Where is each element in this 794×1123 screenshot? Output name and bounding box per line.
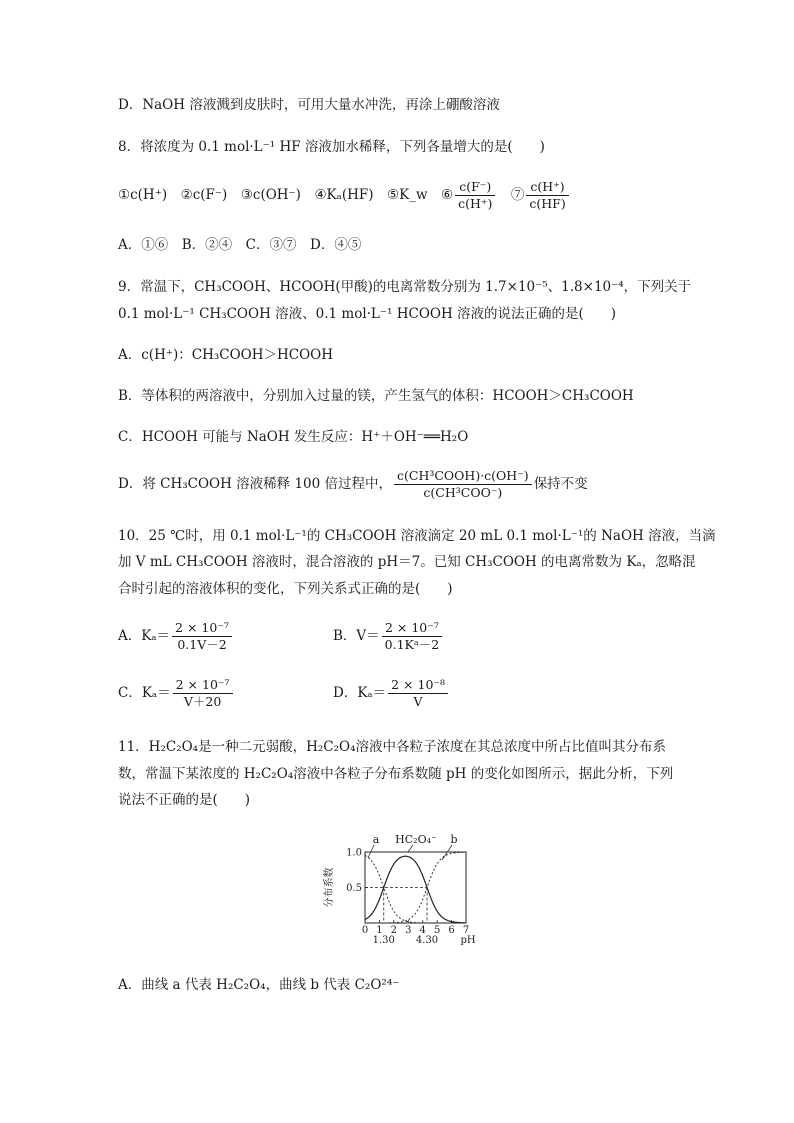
question-9-option-d-prefix: D．将 CH₃COOH 溶液稀释 100 倍过程中， — [118, 476, 393, 492]
curve-label-a: a — [372, 833, 380, 846]
question-10-option-d — [333, 677, 450, 710]
question-8-stem: 8．将浓度为 0.1 mol·L⁻¹ HF 溶液加水稀释，下列各量增大的是( ) — [118, 139, 545, 155]
fraction — [172, 620, 232, 653]
fraction-denominator: V＋20 — [183, 694, 222, 709]
x-axis-label: pH — [460, 935, 476, 946]
fraction — [388, 677, 448, 710]
question-11-stem-line1: 11．H₂C₂O₄是一种二元弱酸，H₂C₂O₄溶液中各粒子浓度在其总浓度中所占比值叫其分布系 — [118, 739, 666, 755]
fraction-denominator: V — [413, 694, 423, 709]
curve-label-b: b — [450, 833, 458, 846]
option-label: A．Kₐ＝ — [118, 628, 171, 644]
x-tick-label: 5 — [433, 925, 441, 936]
fraction-numerator: c(H⁺) — [526, 179, 568, 196]
question-11-stem-line2: 数，常温下某浓度的 H₂C₂O₄溶液中各粒子分布系数随 pH 的变化如图所示，据此分析，下列 — [118, 766, 674, 782]
x-tick-label: 0 — [361, 925, 369, 936]
fraction-f-over-h — [455, 179, 495, 212]
question-10-option-b — [333, 620, 444, 653]
fraction-numerator: 2 × 10⁻⁷ — [382, 620, 443, 637]
question-9-option-d-suffix: 保持不变 — [533, 476, 588, 492]
question-11-stem-line3: 说法不正确的是( ) — [118, 792, 251, 808]
fraction-denominator: c(HF) — [529, 196, 566, 211]
fraction-numerator: c(CH³COOH)·c(OH⁻) — [394, 468, 532, 485]
fraction-denominator: c(CH³COO⁻) — [423, 485, 503, 500]
fraction-h-over-hf — [526, 179, 568, 212]
fraction — [173, 677, 233, 710]
fraction — [382, 620, 443, 653]
question-10-option-c — [118, 677, 235, 710]
fraction-numerator: c(F⁻) — [455, 179, 495, 196]
question-10-option-a — [118, 620, 234, 653]
question-9-stem-line2: 0.1 mol·L⁻¹ CH₃COOH 溶液、0.1 mol·L⁻¹ HCOOH 溶液的说法正确的是( ) — [118, 306, 617, 322]
option-label: B．V＝ — [333, 628, 380, 644]
fraction-numerator: 2 × 10⁻⁸ — [388, 677, 448, 694]
pka-label: 1.30 — [372, 935, 395, 946]
y-axis-label: 分布系数 — [324, 867, 335, 908]
curve-hc2o4-leader — [408, 845, 413, 852]
x-tick-label: 3 — [405, 925, 412, 936]
question-8-item-7: ⑦ — [510, 187, 525, 203]
x-tick-label: 7 — [462, 925, 470, 936]
question-7-option-d: D．NaOH 溶液溅到皮肤时，可用大量水冲洗，再涂上硼酸溶液 — [118, 97, 500, 113]
fraction-denominator: 0.1V－2 — [177, 637, 227, 652]
question-11-option-a: A．曲线 a 代表 H₂C₂O₄，曲线 b 代表 C₂O²⁴⁻ — [118, 977, 400, 993]
question-8-options: A．①⑥ B．②④ C．③⑦ D．④⑤ — [118, 237, 362, 253]
x-tick-label: 4 — [419, 925, 426, 936]
fraction-numerator: 2 × 10⁻⁷ — [173, 677, 233, 694]
question-9-option-d — [118, 466, 588, 502]
distribution-coefficient-chart — [312, 828, 492, 953]
question-10-stem-line3: 合时引起的溶液体积的变化，下列关系式正确的是( ) — [118, 581, 453, 597]
option-label: C．Kₐ＝ — [118, 685, 171, 701]
pka-label: 4.30 — [415, 935, 439, 946]
option-label: D．Kₐ＝ — [333, 685, 387, 701]
question-8-items — [118, 178, 571, 212]
y-tick-label: 0.5 — [346, 883, 362, 894]
x-tick-label: 2 — [390, 925, 398, 936]
question-9-option-c: C．HCOOH 可能与 NaOH 发生反应：H⁺＋OH⁻══H₂O — [118, 429, 469, 445]
fraction-denominator: 0.1Kᵃ－2 — [384, 637, 440, 652]
y-tick-label: 1.0 — [346, 847, 362, 859]
fraction-denominator: c(H⁺) — [458, 196, 493, 211]
x-tick-label: 1 — [376, 925, 383, 936]
chart-plot-area — [322, 833, 476, 946]
x-tick-label: 6 — [448, 925, 455, 936]
question-8-items-prefix: ①c(H⁺) ②c(F⁻) ③c(OH⁻) ④Kₐ(HF) ⑤K_w ⑥ — [118, 187, 454, 203]
question-10-stem-line1: 10．25 ℃时，用 0.1 mol·L⁻¹的 CH₃COOH 溶液滴定 20 mL 0.1 mol·L⁻¹的 NaOH 溶液，当滴 — [118, 528, 716, 544]
question-9-option-a: A．c(H⁺)：CH₃COOH＞HCOOH — [118, 347, 334, 363]
question-10-stem-line2: 加 V mL CH₃COOH 溶液时，混合溶液的 pH＝7。已知 CH₃COOH 的电离常数为 Kₐ，忽略混 — [118, 554, 696, 570]
question-9-stem-line1: 9．常温下，CH₃COOH、HCOOH(甲酸)的电离常数分别为 1.7×10⁻⁵、1.8×10⁻⁴，下列关于 — [118, 279, 692, 295]
fraction-ratio — [394, 468, 532, 501]
curve-label-hc2o4: HC₂O₄⁻ — [395, 833, 437, 846]
question-9-option-b: B．等体积的两溶液中，分别加入过量的镁，产生氢气的体积：HCOOH＞CH₃COOH — [118, 388, 634, 404]
fraction-numerator: 2 × 10⁻⁷ — [172, 620, 232, 637]
